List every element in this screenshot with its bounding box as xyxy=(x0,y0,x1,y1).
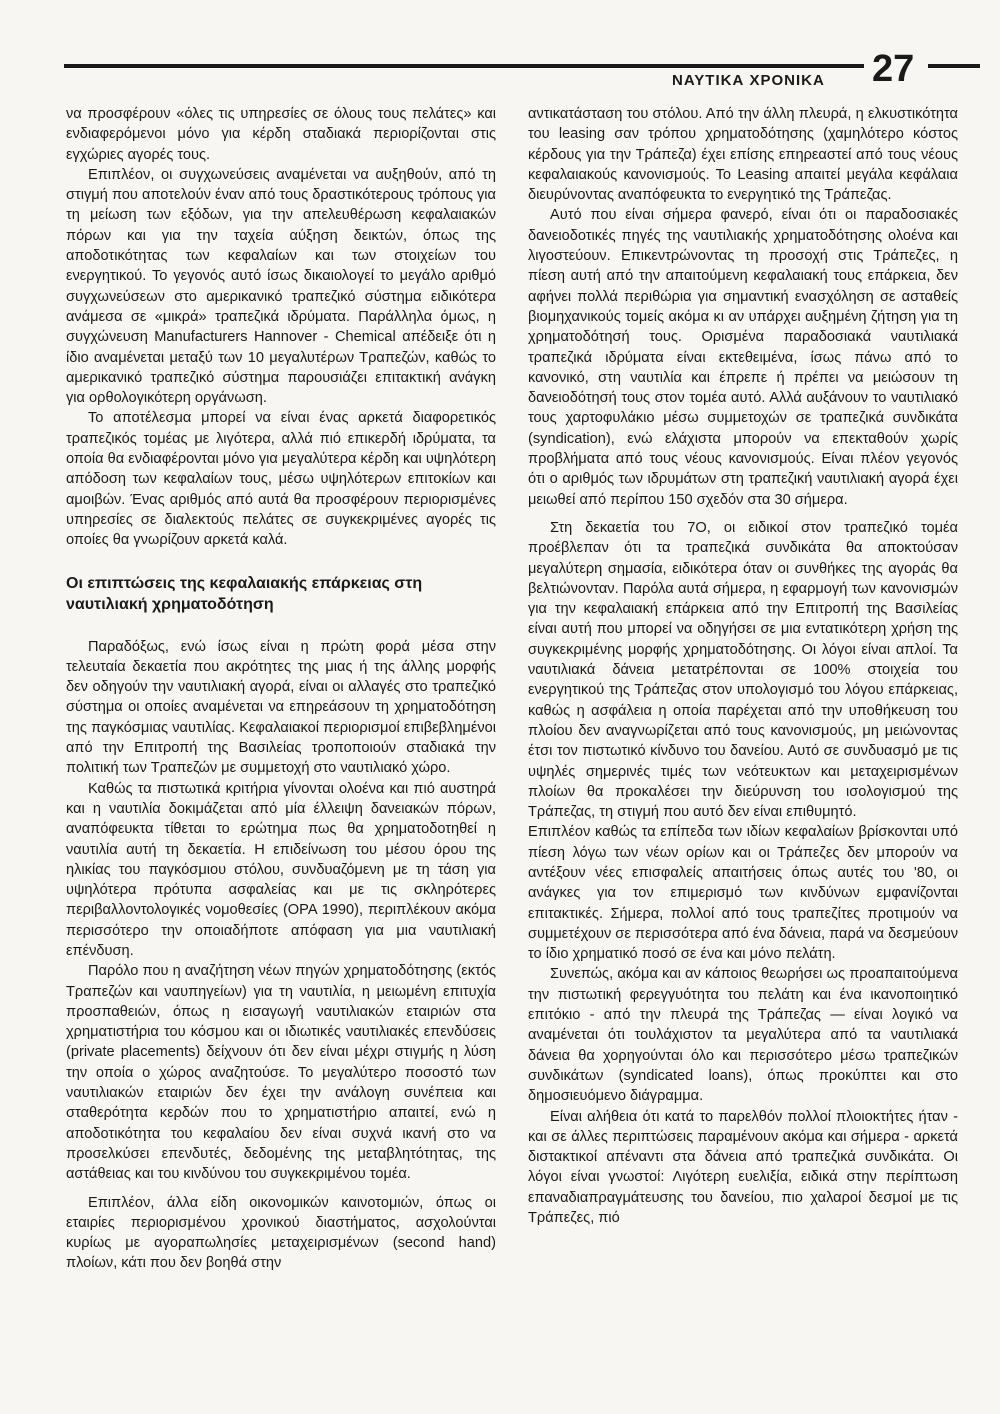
paragraph: Επιπλέον, άλλα είδη οικονομικών καινοτομιών, όπως οι εταιρίες περιορισμένου χρονικού διαστήματος, ασχολούνται κυρίως με αγοραπωλησίες μεταχειρισμένων (second hand) πλοίων, κάτι που δεν βοηθά στην xyxy=(66,1194,496,1272)
right-column xyxy=(528,104,958,1228)
paragraph: Είναι αλήθεια ότι κατά το παρελθόν πολλοί πλοιοκτήτες ήταν - και σε άλλες περιπτώσεις παραμένουν ακόμα και σήμερα - αρκετά διστακτικοί απέναντι στα δάνεια από τραπεζικά συνδικάτα. Οι λόγοι είναι γνωστοί: Λιγότερη ευελιξία, ειδικά στην περίπτωση επαναδιαπραγμάτευσης του δανείου, πιο χαλαροί δεσμοί με τις Τράπεζες, πιό xyxy=(528,1108,958,1227)
paragraph: Συνεπώς, ακόμα και αν κάποιος θεωρήσει ως προαπαιτούμενα την πιστωτική φερεγγυότητα του πελάτη και ένα ικανοποιητικό επιτόκιο - από την πλευρά της Τράπεζας — είναι λογικό να αναμένεται ότι τουλάχιστον τα μεγαλύτερα από τα ναυτιλιακά δάνεια θα χορηγούνται όλο και περισσότερο μέσω τραπεζικών συνδικάτων (syndicated loans), όπως προκύπτει και στο δημοσιευόμενο διάγραμμα. xyxy=(528,966,958,1105)
page-number: 27 xyxy=(872,48,915,90)
journal-name: ΝΑΥΤΙΚΑ ΧΡΟΝΙΚΑ xyxy=(672,72,825,89)
left-column xyxy=(66,104,496,1274)
paragraph: να προσφέρουν «όλες τις υπηρεσίες σε όλους τους πελάτες» και ενδιαφερόμενοι μόνο για κέρδη σταδιακά περιορίζονται στις εγχώριες αγορές τους. xyxy=(66,106,496,163)
header-rule-right xyxy=(928,64,980,68)
paragraph: αντικατάσταση του στόλου. Από την άλλη πλευρά, η ελκυστικότητα του leasing σαν τρόπου χρηματοδότησης (χαμηλότερο κόστος κέρδους για την Τράπεζα) έχει επίσης επηρεαστεί από τους νέους κεφαλαιακούς κανονισμούς. Το Leasing απαιτεί μεγάλα κεφάλαια διευρύνοντας αναπόφευκτα το ενεργητικό της Τράπεζας. xyxy=(528,106,958,204)
paragraph: Στη δεκαετία του 7Ο, οι ειδικοί στον τραπεζικό τομέα προέβλεπαν ότι τα τραπεζικά συνδικάτα θα αποκτούσαν μεγαλύτερη σημασία, ειδικότερα όταν οι συνθήκες της αγοράς θα βελτιώνονταν. Παρόλα αυτά σήμερα, η εφαρμογή των κανονισμών για την κεφαλαιακή επάρκεια από την Επιτροπή της Βασιλείας είναι αυτή που μπορεί να οδηγήσει σε μια εντατικότερη χρήση της συγκεκριμένης μορφής χρηματοδότησης. Οι λόγοι είναι απλοί. Τα ναυτιλιακά δάνεια μετατρέπονται σε 100% στοιχεία του ενεργητικού της Τράπεζας στον υπολογισμό του λόγου επάρκειας, καθώς η ασφάλεια η οποία παρέχεται από την υποθήκευση του πλοίου δεν αναγνωρίζεται από τους κανονισμούς, μη μειώνοντας έτσι τον πιστωτικό κίνδυνο του δανείου. Αυτό σε συνδυασμό με τις υψηλές σημερινές τιμές των νεότευκτων και μεταχειρισμένων πλοίων θα προκαλέσει την διεύρυνση του ισολογισμού της Τράπεζας, τη στιγμή που αυτό δεν είναι επιθυμητό. xyxy=(528,519,958,821)
paragraph: Καθώς τα πιστωτικά κριτήρια γίνονται ολοένα και πιό αυστηρά και η ναυτιλία δοκιμάζεται από μία έλλειψη δανειακών πόρων, αναπόφευκτα τίθεται το ερώτημα πως θα χρηματοδοτηθεί η ναυτιλία αυτή τη δεκαετία. Η επιδείνωση του μέσου όρου της ηλικίας του παγκόσμιου στόλου, συνδυαζόμενη με τη τάση για υψηλότερα πρότυπα ασφαλείας και με τις σκληρότερες περιβαλλοντολογικές νομοθεσίες (OPA 1990), περιπλέκουν ακόμα περισσότερο την οποιαδήποτε απόφαση για μια ναυτιλιακή επένδυση. xyxy=(66,780,496,959)
paragraph: Επιπλέον καθώς τα επίπεδα των ιδίων κεφαλαίων βρίσκονται υπό πίεση λόγω των νέων ορίων και οι Τράπεζες δεν μπορούν να αντέξουν νέες επισφαλείς απαιτήσεις όπως αυτές του '80, οι ανάγκες για τον επιμερισμό των κινδύνων εμφανίζονται επιτακτικές. Σήμερα, πολλοί από τους τραπεζίτες προτιμούν να συμμετέχουν σε περισσότερα από ένα δάνεια, παρά να δεσμεύουν το ίδιο χρηματικό ποσό σε ένα και μόνο πελάτη. xyxy=(528,824,958,963)
header-rule xyxy=(64,64,864,68)
paragraph: Το αποτέλεσμα μπορεί να είναι ένας αρκετά διαφορετικός τραπεζικός τομέας με λιγότερα, αλλά πιό επικερδή ιδρύματα, τα οποία θα ενδιαφέρονται μόνο για μεγαλύτερα κέρδη και υψηλότερη απόδοση των κεφαλαίων τους, μέσω υψηλότερων επιτοκίων και αμοιβών. Ένας αριθμός από αυτά θα προσφέρουν περιορισμένες υπηρεσίες σε διαλεκτούς πελάτες σε συγκεκριμένες αγορές τις οποίες θα γνωρίζουν αρκετά καλά. xyxy=(66,410,496,549)
paragraph: Παρόλο που η αναζήτηση νέων πηγών χρηματοδότησης (εκτός Τραπεζών και ναυπηγείων) για τη ναυτιλία, η μειωμένη επιτυχία προσπαθειών, όπως η εισαγωγή ναυτιλιακών εταιριών στα χρηματιστήρια του κόσμου και οι ιδιωτικές ναυτιλιακές επενδύσεις (private placements) δείχνουν ότι δεν είναι μέχρι στιγμής η λύση την οποία ο χώρος αναζητούσε. Το μεγαλύτερο ποσοστό των ναυτιλιακών εταιριών δεν έχει την ανάλογη συνέπεια και σταθερότητα κερδών που το χρηματιστήριο απαιτεί, ενώ η αποδοτικότητα του κεφαλαίου δεν είναι συχνά ικανή στο να προσελκύσει επενδυτές, δεδομένης της μεταβλητότητας, της αστάθειας και του κινδύνου του συγκεκριμένου τομέα. xyxy=(66,963,496,1183)
paragraph: Επιπλέον, οι συγχωνεύσεις αναμένεται να αυξηθούν, από τη στιγμή που αποτελούν έναν από τους δραστικότερους τρόπους για τη μείωση των εξόδων, για την απελευθέρωση κεφαλαιακών πόρων και για την ταχεία αύξηση δεικτών, όπως της αποδοτικότητας των κεφαλαίων και των στοιχείων του ενεργητικού. Το γεγονός αυτό ίσως δικαιολογεί το μεγάλο αριθμό συγχωνεύσεων στο αμερικανικό τραπεζικό σύστημα ειδικότερα ανάμεσα σε «μικρά» τραπεζικά ιδρύματα. Παράλληλα όμως, η συγχώνευση Manufacturers Hannover - Chemical απέδειξε ότι η ίδιο αναμένεται μεταξύ των 10 μεγαλυτέρων Τραπεζών, καθώς το αμερικανικό τραπεζικό σύστημα παρουσιάζει επιτακτική ανάγκη για ορθολογικότερη οργάνωση. xyxy=(66,166,496,407)
paragraph: Παραδόξως, ενώ ίσως είναι η πρώτη φορά μέσα στην τελευταία δεκαετία που ακρότητες της μιας ή της άλλης μορφής δεν οδηγούν την ναυτιλιακή αγορά, είναι οι αλλαγές στο τραπεζικό σύστημα οι οποίες αναμένεται να επηρεάσουν τη χρηματοδότηση της παγκόσμιας ναυτιλίας. Κεφαλαιακοί περιορισμοί επιβεβλημένοι από την Επιτροπή της Βασιλείας τροποποιούν σταδιακά την πολιτική των Τραπεζών με συμμετοχή στο ναυτιλιακό χώρο. xyxy=(66,638,496,777)
section-heading: Οι επιπτώσεις της κεφαλαιακής επάρκειας στη ναυτιλιακή χρηματοδότηση xyxy=(66,574,423,613)
paragraph: Αυτό που είναι σήμερα φανερό, είναι ότι οι παραδοσιακές δανειοδοτικές πηγές της ναυτιλιακής χρηματοδότησης ολοένα και λιγοστεύουν. Επικεντρώνοντας τη προσοχή στις Τράπεζες, η πίεση αυτή από την απαιτούμενη κεφαλαιακή τους επάρκεια, δεν αφήνει πολλά περιθώρια για σημαντική ενασχόληση σε ασταθείς βιομηχανικούς τομείς ακόμα κι αν υπάρχει αυξημένη ζήτηση για τη χρηματοδότησή τους. Ορισμένα παραδοσιακά ναυτιλιακά τραπεζικά ιδρύματα είναι εκτεθειμένα, ίσως πάνω από το κανονικό, στη ναυτιλία και έπρεπε ή πρέπει να μειώσουν τη δανειοδότησή τους στον τομέα αυτό. Αλλά αυξάνουν το ναυτιλιακό τους χαρτοφυλάκιο μέσω συμμετοχών σε τραπεζικά συνδικάτα (syndication), ενώ ελάχιστα μπορούν να επεκταθούν χωρίς προβλήματα από τους νέους κανονισμούς. Είναι πλέον γεγονός ότι ο αριθμός των ιδρυμάτων στη τραπεζική ναυτιλιακή αγορά έχει μειωθεί από περίπου 150 σχεδόν στα 30 σήμερα. xyxy=(528,207,958,508)
